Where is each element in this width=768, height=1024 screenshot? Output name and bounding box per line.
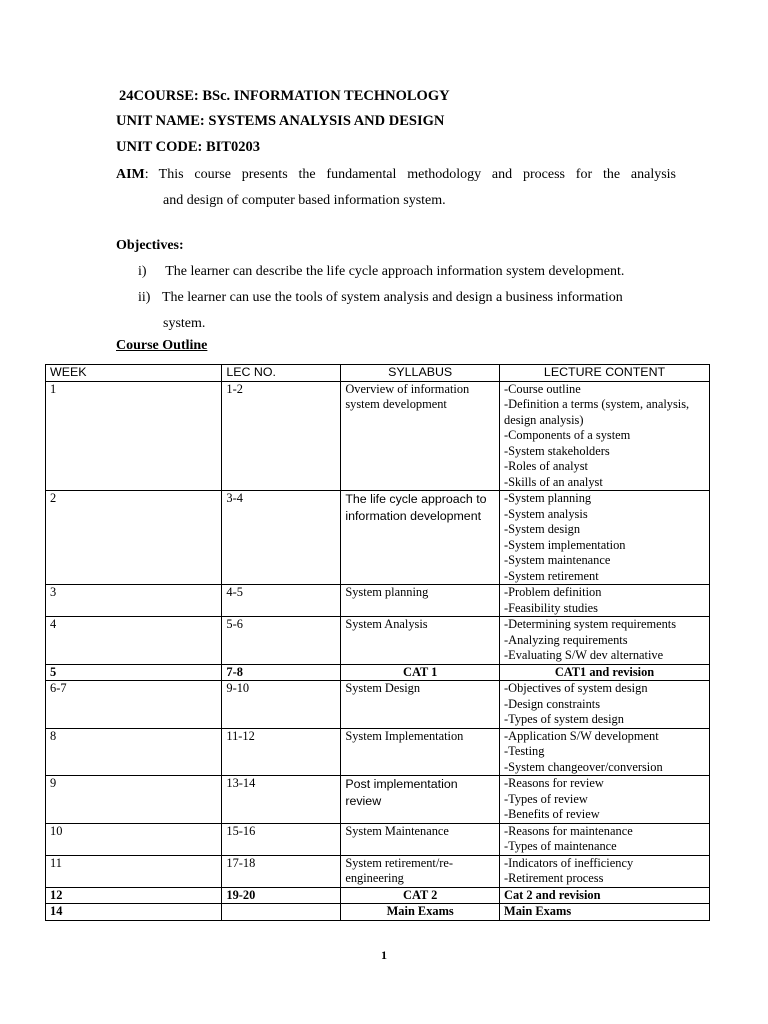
column-header-lecture-content: LECTURE CONTENT xyxy=(500,365,710,382)
lec-no-cell: 4-5 xyxy=(222,585,341,617)
table-row xyxy=(46,904,710,921)
lecture-content-cell xyxy=(500,887,710,904)
page-number: 1 xyxy=(381,948,387,962)
week-cell: 14 xyxy=(46,904,222,921)
objective-item xyxy=(138,285,678,337)
lecture-content-item: -Testing xyxy=(504,744,545,758)
syllabus-cell: System Analysis xyxy=(341,617,500,665)
lecture-content-cell xyxy=(500,776,710,824)
lecture-content-item: -Analyzing requirements xyxy=(504,632,628,647)
table-header-row xyxy=(46,365,710,382)
lec-no-cell: 5-6 xyxy=(222,617,341,665)
lec-no-cell: 17-18 xyxy=(222,855,341,887)
course-title: 24COURSE: BSc. INFORMATION TECHNOLOGY xyxy=(119,88,450,104)
lecture-content-item: -System implementation xyxy=(504,537,626,552)
lecture-content-item: -Types of review xyxy=(504,791,588,806)
lecture-content-cell xyxy=(500,728,710,776)
syllabus-cell: CAT 1 xyxy=(341,664,500,681)
column-header-lec-no: LEC NO. xyxy=(222,365,341,382)
lecture-content-item: -Definition a terms (system, analysis, design analysis) xyxy=(504,397,690,427)
lecture-content-item: -System changeover/conversion xyxy=(504,759,663,774)
syllabus-cell: CAT 2 xyxy=(341,887,500,904)
course-outline-heading: Course Outline xyxy=(116,338,208,353)
lecture-content-item: -Benefits of review xyxy=(504,807,600,821)
objective-number: ii) xyxy=(138,290,151,305)
lecture-content-item: -System maintenance xyxy=(504,553,611,567)
lecture-content-item: -Skills of an analyst xyxy=(504,474,603,489)
lecture-content-cell xyxy=(500,585,710,617)
lec-no-cell: 15-16 xyxy=(222,823,341,855)
lecture-content-item: Cat 2 and revision xyxy=(504,887,601,902)
lecture-content-item: CAT1 and revision xyxy=(554,664,655,679)
lec-no-cell: 1-2 xyxy=(222,381,341,491)
objective-text-continued: system. xyxy=(163,316,206,331)
lecture-content-item: -Objectives of system design xyxy=(504,681,648,695)
lec-no-cell: 19-20 xyxy=(222,887,341,904)
syllabus-cell: The life cycle approach to information development xyxy=(341,491,500,585)
table-row xyxy=(46,664,710,681)
week-cell: 11 xyxy=(46,855,222,887)
lecture-content-item: -System stakeholders xyxy=(504,443,610,458)
lec-no-cell: 7-8 xyxy=(222,664,341,681)
lecture-content-item: -Reasons for review xyxy=(504,776,604,790)
lec-no-cell: 3-4 xyxy=(222,491,341,585)
table-row xyxy=(46,491,710,585)
lecture-content-item: -System design xyxy=(504,522,581,536)
course-outline-table xyxy=(45,364,710,921)
lecture-content-cell xyxy=(500,681,710,729)
lecture-content-item: -System retirement xyxy=(504,568,599,583)
lecture-content-cell xyxy=(500,904,710,921)
column-header-week: WEEK xyxy=(46,365,222,382)
lecture-content-cell xyxy=(500,381,710,491)
week-cell: 4 xyxy=(46,617,222,665)
lecture-content-cell xyxy=(500,617,710,665)
lecture-content-cell xyxy=(500,664,710,681)
week-cell: 8 xyxy=(46,728,222,776)
table-row xyxy=(46,381,710,491)
objective-item xyxy=(138,259,624,285)
aim-section: AIM: This course presents the fundamental methodology and process for the analysis and design of computer based information system. xyxy=(116,162,676,214)
lecture-content-item: -Evaluating S/W dev alternative xyxy=(504,648,664,662)
lecture-content-item: -Indicators of inefficiency xyxy=(504,855,634,870)
lec-no-cell: 9-10 xyxy=(222,681,341,729)
aim-label: AIM xyxy=(116,167,145,182)
lecture-content-item: -Determining system requirements xyxy=(504,617,677,631)
week-cell: 1 xyxy=(46,381,222,491)
week-cell: 6-7 xyxy=(46,681,222,729)
table-row xyxy=(46,855,710,887)
objective-text: The learner can describe the life cycle approach information system development. xyxy=(165,264,625,279)
lecture-content-item: -System planning xyxy=(504,491,592,505)
lec-no-cell: 13-14 xyxy=(222,776,341,824)
lecture-content-item: -Components of a system xyxy=(504,428,631,442)
lecture-content-cell xyxy=(500,855,710,887)
lecture-content-item: -Retirement process xyxy=(504,871,604,885)
lecture-content-item: -Types of maintenance xyxy=(504,839,617,853)
lecture-content-item: -Design constraints xyxy=(504,696,601,711)
table-row xyxy=(46,617,710,665)
lec-no-cell xyxy=(222,904,341,921)
objective-number: i) xyxy=(138,264,147,279)
column-header-syllabus: SYLLABUS xyxy=(341,365,500,382)
week-cell: 9 xyxy=(46,776,222,824)
lecture-content-item: -Types of system design xyxy=(504,712,624,726)
syllabus-cell: System planning xyxy=(341,585,500,617)
table-row xyxy=(46,776,710,824)
lecture-content-item: -System analysis xyxy=(504,506,588,521)
objective-text: The learner can use the tools of system analysis and design a business information xyxy=(162,290,623,305)
lecture-content-item: -Application S/W development xyxy=(504,728,659,743)
unit-name: UNIT NAME: SYSTEMS ANALYSIS AND DESIGN xyxy=(116,113,445,129)
syllabus-cell: System retirement/re-engineering xyxy=(341,855,500,887)
lec-no-cell: 11-12 xyxy=(222,728,341,776)
syllabus-cell: System Design xyxy=(341,681,500,729)
objectives-heading: Objectives: xyxy=(116,238,184,253)
syllabus-cell: Overview of information system development xyxy=(341,381,500,491)
table-row xyxy=(46,585,710,617)
lecture-content-item: -Problem definition xyxy=(504,585,602,599)
week-cell: 10 xyxy=(46,823,222,855)
syllabus-cell: Main Exams xyxy=(341,904,500,921)
lecture-content-cell xyxy=(500,823,710,855)
week-cell: 3 xyxy=(46,585,222,617)
table-row xyxy=(46,728,710,776)
lecture-content-item: -Course outline xyxy=(504,381,581,396)
week-cell: 2 xyxy=(46,491,222,585)
lecture-content-cell xyxy=(500,491,710,585)
lecture-content-item: -Roles of analyst xyxy=(504,459,588,473)
lecture-content-item: Main Exams xyxy=(504,904,572,918)
aim-text-line1: This course presents the fundamental methodology and process for the analysis xyxy=(158,167,676,182)
lecture-content-item: -Reasons for maintenance xyxy=(504,823,633,838)
syllabus-cell: System Implementation xyxy=(341,728,500,776)
table-row xyxy=(46,681,710,729)
week-cell: 12 xyxy=(46,887,222,904)
aim-text-line2: and design of computer based information system. xyxy=(163,193,446,208)
table-row xyxy=(46,823,710,855)
unit-code: UNIT CODE: BIT0203 xyxy=(116,139,260,155)
syllabus-cell: System Maintenance xyxy=(341,823,500,855)
table-row xyxy=(46,887,710,904)
syllabus-cell: Post implementation review xyxy=(341,776,500,824)
lecture-content-item: -Feasibility studies xyxy=(504,600,598,615)
week-cell: 5 xyxy=(46,664,222,681)
